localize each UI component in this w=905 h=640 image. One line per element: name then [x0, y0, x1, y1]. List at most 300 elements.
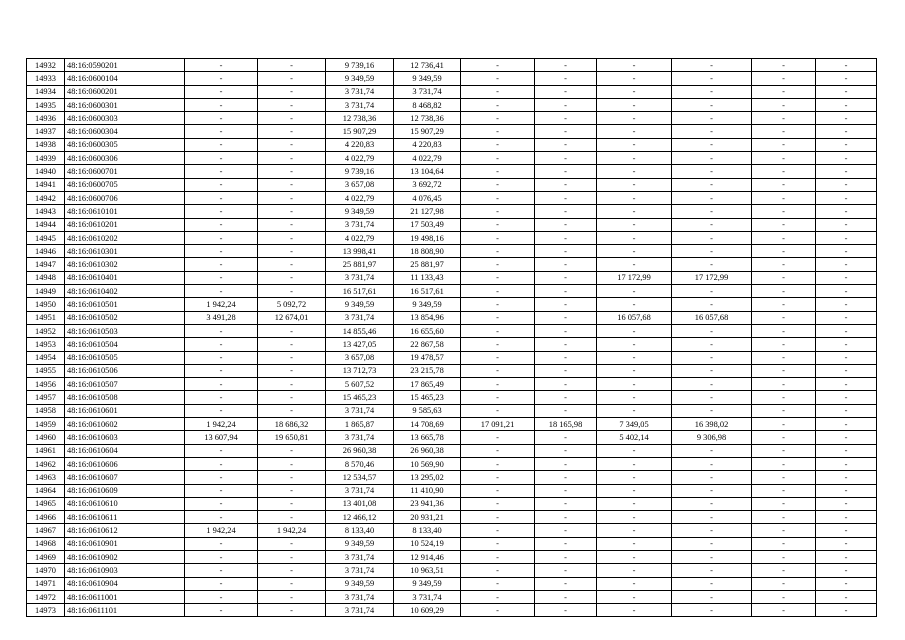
cell-col-8: - — [535, 577, 597, 590]
cell-col-8: - — [535, 85, 597, 98]
cell-col-12: - — [816, 604, 877, 617]
cell-row-number: 14953 — [27, 338, 65, 351]
cell-col-5: 9 349,59 — [326, 72, 394, 85]
cell-col-9: - — [597, 577, 672, 590]
cell-col-10: - — [672, 364, 752, 377]
cell-col-7: - — [461, 431, 535, 444]
cell-col-5: 3 731,74 — [326, 271, 394, 284]
cell-row-number: 14963 — [27, 471, 65, 484]
cell-col-5: 9 739,16 — [326, 59, 394, 72]
cell-col-10: - — [672, 391, 752, 404]
cell-cadastral-number: 48:16:0610601 — [65, 404, 185, 417]
cell-col-10: - — [672, 191, 752, 204]
cell-col-12: - — [816, 285, 877, 298]
cell-col-9: - — [597, 550, 672, 563]
cell-col-8: - — [535, 378, 597, 391]
cell-col-4: - — [258, 511, 326, 524]
cell-col-6: 17 503,49 — [394, 218, 461, 231]
cell-col-4: - — [258, 550, 326, 563]
cell-col-9: - — [597, 72, 672, 85]
cell-col-7: - — [461, 564, 535, 577]
cell-col-7: - — [461, 550, 535, 563]
cell-col-12: - — [816, 351, 877, 364]
cell-col-8: - — [535, 484, 597, 497]
cell-col-11: - — [752, 152, 816, 165]
cell-col-10: - — [672, 604, 752, 617]
cell-cadastral-number: 48:16:0610402 — [65, 285, 185, 298]
cell-row-number: 14952 — [27, 324, 65, 337]
cell-col-4: - — [258, 98, 326, 111]
cell-col-11: - — [752, 537, 816, 550]
cell-col-10: - — [672, 152, 752, 165]
cell-col-8: - — [535, 258, 597, 271]
cell-col-12: - — [816, 191, 877, 204]
cell-col-7: - — [461, 497, 535, 510]
cell-col-4: - — [258, 471, 326, 484]
cell-cadastral-number: 48:16:0600104 — [65, 72, 185, 85]
cell-col-12: - — [816, 378, 877, 391]
cell-col-12: - — [816, 338, 877, 351]
cell-col-4: - — [258, 338, 326, 351]
cell-col-11: - — [752, 431, 816, 444]
cell-col-5: 4 022,79 — [326, 152, 394, 165]
table-row — [27, 604, 877, 617]
cell-col-6: 4 076,45 — [394, 191, 461, 204]
cell-col-5: 3 731,74 — [326, 431, 394, 444]
cell-row-number: 14961 — [27, 444, 65, 457]
table-row — [27, 112, 877, 125]
cell-col-11: - — [752, 511, 816, 524]
cell-col-12: - — [816, 324, 877, 337]
cell-row-number: 14939 — [27, 152, 65, 165]
cell-col-4: - — [258, 457, 326, 470]
cell-col-10: 16 398,02 — [672, 418, 752, 431]
cell-col-6: 13 665,78 — [394, 431, 461, 444]
cell-col-11: - — [752, 205, 816, 218]
cell-col-7: - — [461, 338, 535, 351]
cell-col-4: - — [258, 271, 326, 284]
cell-col-6: 12 914,46 — [394, 550, 461, 563]
cell-col-11: - — [752, 457, 816, 470]
cell-col-12: - — [816, 178, 877, 191]
cell-col-4: - — [258, 378, 326, 391]
cell-col-9: - — [597, 98, 672, 111]
cell-col-10: - — [672, 511, 752, 524]
cell-col-10: - — [672, 112, 752, 125]
cell-col-10: - — [672, 85, 752, 98]
cell-col-3: - — [185, 285, 258, 298]
cell-col-9: - — [597, 564, 672, 577]
cell-col-11: - — [752, 524, 816, 537]
cell-cadastral-number: 48:16:0610902 — [65, 550, 185, 563]
cell-col-5: 4 022,79 — [326, 191, 394, 204]
cell-cadastral-number: 48:16:0610904 — [65, 577, 185, 590]
table-row — [27, 298, 877, 311]
cell-col-10: - — [672, 577, 752, 590]
cell-col-11: - — [752, 191, 816, 204]
cell-col-6: 10 569,90 — [394, 457, 461, 470]
cell-col-9: - — [597, 524, 672, 537]
cell-col-3: - — [185, 351, 258, 364]
cell-col-9: - — [597, 245, 672, 258]
cell-col-9: - — [597, 218, 672, 231]
cell-col-9: - — [597, 444, 672, 457]
cell-col-7: - — [461, 85, 535, 98]
cell-col-4: - — [258, 125, 326, 138]
cell-col-11: - — [752, 564, 816, 577]
cell-col-5: 14 855,46 — [326, 324, 394, 337]
cell-col-10: - — [672, 178, 752, 191]
cell-col-11: - — [752, 338, 816, 351]
cell-row-number: 14959 — [27, 418, 65, 431]
cell-col-9: - — [597, 59, 672, 72]
cell-col-3: - — [185, 85, 258, 98]
cell-col-12: - — [816, 165, 877, 178]
table-row — [27, 351, 877, 364]
cell-col-3: - — [185, 205, 258, 218]
cell-col-7: - — [461, 404, 535, 417]
cell-col-4: - — [258, 191, 326, 204]
cell-col-11: - — [752, 271, 816, 284]
cell-cadastral-number: 48:16:0611101 — [65, 604, 185, 617]
cell-col-6: 16 655,60 — [394, 324, 461, 337]
cell-col-6: 14 708,69 — [394, 418, 461, 431]
table-row — [27, 98, 877, 111]
table-row — [27, 125, 877, 138]
cell-col-3: 1 942,24 — [185, 524, 258, 537]
cell-col-8: - — [535, 112, 597, 125]
cell-col-12: - — [816, 457, 877, 470]
cell-col-9: - — [597, 351, 672, 364]
table-row — [27, 165, 877, 178]
cell-cadastral-number: 48:16:0610603 — [65, 431, 185, 444]
cell-col-12: - — [816, 112, 877, 125]
cell-col-7: - — [461, 271, 535, 284]
cell-col-6: 10 524,19 — [394, 537, 461, 550]
cell-col-4: - — [258, 59, 326, 72]
cell-col-9: 5 402,14 — [597, 431, 672, 444]
cell-col-12: - — [816, 271, 877, 284]
cell-row-number: 14954 — [27, 351, 65, 364]
cell-col-11: - — [752, 324, 816, 337]
cell-col-7: - — [461, 138, 535, 151]
cell-col-12: - — [816, 391, 877, 404]
cell-col-8: - — [535, 72, 597, 85]
cell-col-5: 15 465,23 — [326, 391, 394, 404]
cell-row-number: 14940 — [27, 165, 65, 178]
cell-col-6: 15 907,29 — [394, 125, 461, 138]
cell-col-3: - — [185, 152, 258, 165]
table-row — [27, 311, 877, 324]
cell-col-7: - — [461, 324, 535, 337]
cell-col-7: - — [461, 191, 535, 204]
cell-col-10: - — [672, 231, 752, 244]
cell-cadastral-number: 48:16:0600706 — [65, 191, 185, 204]
cell-col-3: - — [185, 191, 258, 204]
cell-cadastral-number: 48:16:0610101 — [65, 205, 185, 218]
cell-col-4: - — [258, 72, 326, 85]
cell-col-3: 1 942,24 — [185, 298, 258, 311]
cell-col-8: - — [535, 285, 597, 298]
table-row — [27, 59, 877, 72]
cell-row-number: 14965 — [27, 497, 65, 510]
cell-col-7: - — [461, 484, 535, 497]
cell-col-4: - — [258, 444, 326, 457]
cell-cadastral-number: 48:16:0610903 — [65, 564, 185, 577]
cell-col-7: - — [461, 577, 535, 590]
cell-col-3: - — [185, 338, 258, 351]
cell-cadastral-number: 48:16:0610606 — [65, 457, 185, 470]
cell-col-9: - — [597, 298, 672, 311]
cell-col-9: - — [597, 152, 672, 165]
cell-row-number: 14942 — [27, 191, 65, 204]
cell-col-8: - — [535, 537, 597, 550]
cell-col-7: - — [461, 590, 535, 603]
cell-col-4: - — [258, 258, 326, 271]
cell-cadastral-number: 48:16:0590201 — [65, 59, 185, 72]
cell-col-8: - — [535, 604, 597, 617]
cell-col-10: - — [672, 125, 752, 138]
cell-col-8: - — [535, 391, 597, 404]
cell-col-4: - — [258, 285, 326, 298]
cell-col-6: 26 960,38 — [394, 444, 461, 457]
cell-col-3: - — [185, 72, 258, 85]
cell-col-5: 12 738,36 — [326, 112, 394, 125]
cell-col-5: 26 960,38 — [326, 444, 394, 457]
cell-col-5: 3 731,74 — [326, 590, 394, 603]
cell-col-8: - — [535, 550, 597, 563]
cell-col-12: - — [816, 258, 877, 271]
table-row — [27, 72, 877, 85]
cell-col-7: - — [461, 298, 535, 311]
cell-col-10: - — [672, 351, 752, 364]
cell-col-7: - — [461, 524, 535, 537]
cell-col-5: 8 133,40 — [326, 524, 394, 537]
cell-col-6: 4 022,79 — [394, 152, 461, 165]
cell-cadastral-number: 48:16:0610607 — [65, 471, 185, 484]
cell-col-10: - — [672, 550, 752, 563]
cell-col-10: - — [672, 537, 752, 550]
cell-col-11: - — [752, 311, 816, 324]
cell-col-7: - — [461, 231, 535, 244]
cell-col-6: 3 731,74 — [394, 85, 461, 98]
cell-col-3: - — [185, 125, 258, 138]
table-row — [27, 497, 877, 510]
cell-col-11: - — [752, 245, 816, 258]
cell-col-5: 8 570,46 — [326, 457, 394, 470]
table-row — [27, 152, 877, 165]
table-row — [27, 577, 877, 590]
cell-col-12: - — [816, 245, 877, 258]
cell-col-5: 3 731,74 — [326, 484, 394, 497]
cell-col-6: 17 865,49 — [394, 378, 461, 391]
cell-col-9: - — [597, 178, 672, 191]
cell-row-number: 14949 — [27, 285, 65, 298]
cell-col-5: 9 739,16 — [326, 165, 394, 178]
cell-col-10: - — [672, 564, 752, 577]
cell-col-6: 3 731,74 — [394, 590, 461, 603]
cell-col-9: - — [597, 364, 672, 377]
cell-col-4: - — [258, 138, 326, 151]
cell-col-11: - — [752, 218, 816, 231]
cell-col-3: - — [185, 98, 258, 111]
cell-col-3: - — [185, 271, 258, 284]
cell-col-11: - — [752, 258, 816, 271]
cell-cadastral-number: 48:16:0610401 — [65, 271, 185, 284]
cell-cadastral-number: 48:16:0610503 — [65, 324, 185, 337]
cell-cadastral-number: 48:16:0600201 — [65, 85, 185, 98]
cell-col-3: - — [185, 564, 258, 577]
cell-col-3: - — [185, 112, 258, 125]
table-row — [27, 324, 877, 337]
cell-cadastral-number: 48:16:0600701 — [65, 165, 185, 178]
table-row — [27, 338, 877, 351]
cell-col-5: 3 731,74 — [326, 604, 394, 617]
cell-col-12: - — [816, 471, 877, 484]
cell-col-3: - — [185, 218, 258, 231]
cell-col-6: 9 349,59 — [394, 577, 461, 590]
cell-col-8: - — [535, 364, 597, 377]
cell-col-7: - — [461, 72, 535, 85]
cell-col-7: - — [461, 391, 535, 404]
cell-col-7: - — [461, 537, 535, 550]
cell-col-3: 3 491,28 — [185, 311, 258, 324]
cell-col-3: - — [185, 444, 258, 457]
cell-col-4: - — [258, 484, 326, 497]
cell-col-9: - — [597, 484, 672, 497]
cell-row-number: 14958 — [27, 404, 65, 417]
data-table — [26, 58, 877, 617]
cell-col-5: 25 881,97 — [326, 258, 394, 271]
cell-col-4: - — [258, 404, 326, 417]
cell-col-4: - — [258, 537, 326, 550]
table-row — [27, 444, 877, 457]
cell-col-6: 16 517,61 — [394, 285, 461, 298]
cell-col-12: - — [816, 125, 877, 138]
cell-col-5: 3 731,74 — [326, 404, 394, 417]
cell-col-6: 11 133,43 — [394, 271, 461, 284]
cell-col-5: 15 907,29 — [326, 125, 394, 138]
cell-col-5: 13 712,73 — [326, 364, 394, 377]
cell-col-4: - — [258, 364, 326, 377]
cell-row-number: 14962 — [27, 457, 65, 470]
cell-row-number: 14966 — [27, 511, 65, 524]
cell-col-12: - — [816, 590, 877, 603]
cell-col-10: 16 057,68 — [672, 311, 752, 324]
cell-col-11: - — [752, 125, 816, 138]
cell-row-number: 14943 — [27, 205, 65, 218]
cell-col-10: - — [672, 484, 752, 497]
cell-col-9: - — [597, 138, 672, 151]
cell-cadastral-number: 48:16:0600301 — [65, 98, 185, 111]
cell-col-5: 3 731,74 — [326, 564, 394, 577]
cell-col-12: - — [816, 537, 877, 550]
cell-col-10: - — [672, 444, 752, 457]
cell-col-7: 17 091,21 — [461, 418, 535, 431]
cell-col-4: - — [258, 577, 326, 590]
cell-row-number: 14933 — [27, 72, 65, 85]
cell-col-10: - — [672, 471, 752, 484]
cell-col-7: - — [461, 351, 535, 364]
cell-col-11: - — [752, 85, 816, 98]
cell-col-7: - — [461, 285, 535, 298]
cell-col-9: - — [597, 112, 672, 125]
cell-row-number: 14970 — [27, 564, 65, 577]
cell-col-3: - — [185, 604, 258, 617]
cell-col-11: - — [752, 285, 816, 298]
cell-col-10: - — [672, 98, 752, 111]
cell-col-3: 13 607,94 — [185, 431, 258, 444]
cell-col-3: - — [185, 391, 258, 404]
cell-col-4: 1 942,24 — [258, 524, 326, 537]
cell-col-4: - — [258, 205, 326, 218]
cell-col-8: - — [535, 471, 597, 484]
cell-col-8: - — [535, 271, 597, 284]
cell-row-number: 14935 — [27, 98, 65, 111]
cell-col-4: 19 650,81 — [258, 431, 326, 444]
cell-col-9: - — [597, 338, 672, 351]
cell-col-5: 12 534,57 — [326, 471, 394, 484]
cell-col-5: 3 657,08 — [326, 178, 394, 191]
cell-col-6: 19 498,16 — [394, 231, 461, 244]
cell-col-6: 10 963,51 — [394, 564, 461, 577]
cell-col-10: - — [672, 138, 752, 151]
cell-col-6: 12 738,36 — [394, 112, 461, 125]
cell-col-5: 4 220,83 — [326, 138, 394, 151]
cell-col-11: - — [752, 590, 816, 603]
cell-col-5: 13 401,08 — [326, 497, 394, 510]
cell-col-7: - — [461, 378, 535, 391]
cell-col-7: - — [461, 457, 535, 470]
cell-col-3: - — [185, 457, 258, 470]
cell-col-8: - — [535, 191, 597, 204]
cell-col-3: - — [185, 178, 258, 191]
cell-col-10: - — [672, 378, 752, 391]
cell-col-9: 7 349,05 — [597, 418, 672, 431]
cell-col-12: - — [816, 404, 877, 417]
cell-col-11: - — [752, 72, 816, 85]
cell-col-4: 18 686,32 — [258, 418, 326, 431]
cell-col-12: - — [816, 311, 877, 324]
cell-col-8: - — [535, 524, 597, 537]
cell-row-number: 14948 — [27, 271, 65, 284]
cell-row-number: 14937 — [27, 125, 65, 138]
cell-cadastral-number: 48:16:0600705 — [65, 178, 185, 191]
document-page — [26, 58, 876, 617]
cell-col-8: - — [535, 165, 597, 178]
cell-col-5: 3 731,74 — [326, 98, 394, 111]
cell-col-3: - — [185, 471, 258, 484]
table-row — [27, 404, 877, 417]
cell-col-10: - — [672, 497, 752, 510]
cell-col-4: - — [258, 178, 326, 191]
cell-col-7: - — [461, 604, 535, 617]
cell-col-9: - — [597, 511, 672, 524]
cell-col-11: - — [752, 604, 816, 617]
cell-col-8: - — [535, 152, 597, 165]
table-row — [27, 418, 877, 431]
cell-col-7: - — [461, 205, 535, 218]
cell-col-4: - — [258, 231, 326, 244]
cell-col-11: - — [752, 404, 816, 417]
cell-col-6: 13 295,02 — [394, 471, 461, 484]
cell-col-8: - — [535, 98, 597, 111]
cell-col-4: - — [258, 590, 326, 603]
cell-col-3: - — [185, 364, 258, 377]
cell-col-4: - — [258, 165, 326, 178]
cell-cadastral-number: 48:16:0610609 — [65, 484, 185, 497]
cell-row-number: 14955 — [27, 364, 65, 377]
